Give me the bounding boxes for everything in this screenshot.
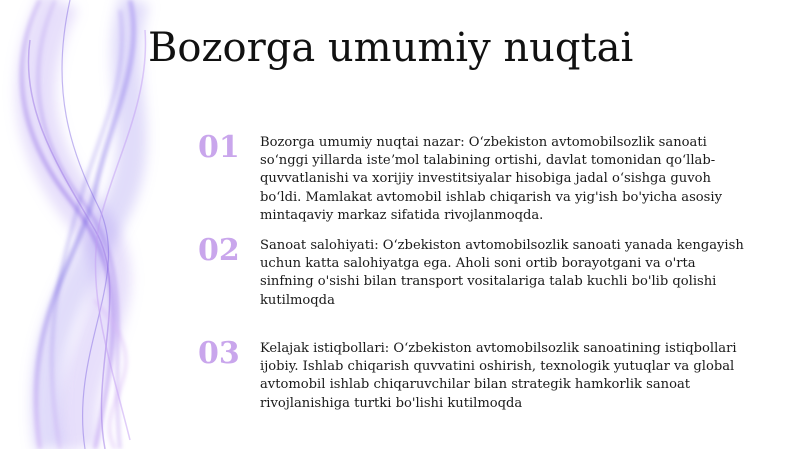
item-text: Kelajak istiqbollari: Oʻzbekiston avtomobilsozlik sanoatining istiqbollari ijobiy. Ishlab chiqarish quvvatini oshirish, texnologik yutuqlar va global avtomobil ishlab chiqaruvchilar bilan strategik hamkorlik sanoat rivojlanishiga turtki bo'lishi kutilmoqda [260,341,737,411]
item-number: 02 [198,233,240,268]
item-text: Bozorga umumiy nuqtai nazar: Oʻzbekiston avtomobilsozlik sanoati soʻnggi yillarda isteʼmol talabining ortishi, davlat tomonidan qoʻllab-quvvatlanishi va xorijiy investitsiyalar hisobiga jadal oʻsishga guvoh boʻldi. Mamlakat avtomobil ishlab chiqarish va yig'ish bo'yicha asosiy mintaqaviy markaz sifatida rivojlanmoqda. [260,135,722,223]
item-number: 01 [198,130,240,165]
item-text: Sanoat salohiyati: Oʻzbekiston avtomobilsozlik sanoati yanada kengayish uchun katta salohiyatga ega. Aholi soni ortib borayotgani va o'rta sinfning o'sishi bilan transport vositalariga talab kuchli bo'lib qolishi kutilmoqda [260,238,744,308]
slide-title: Bozorga umumiy nuqtai [148,25,634,71]
item-number: 03 [198,336,240,371]
